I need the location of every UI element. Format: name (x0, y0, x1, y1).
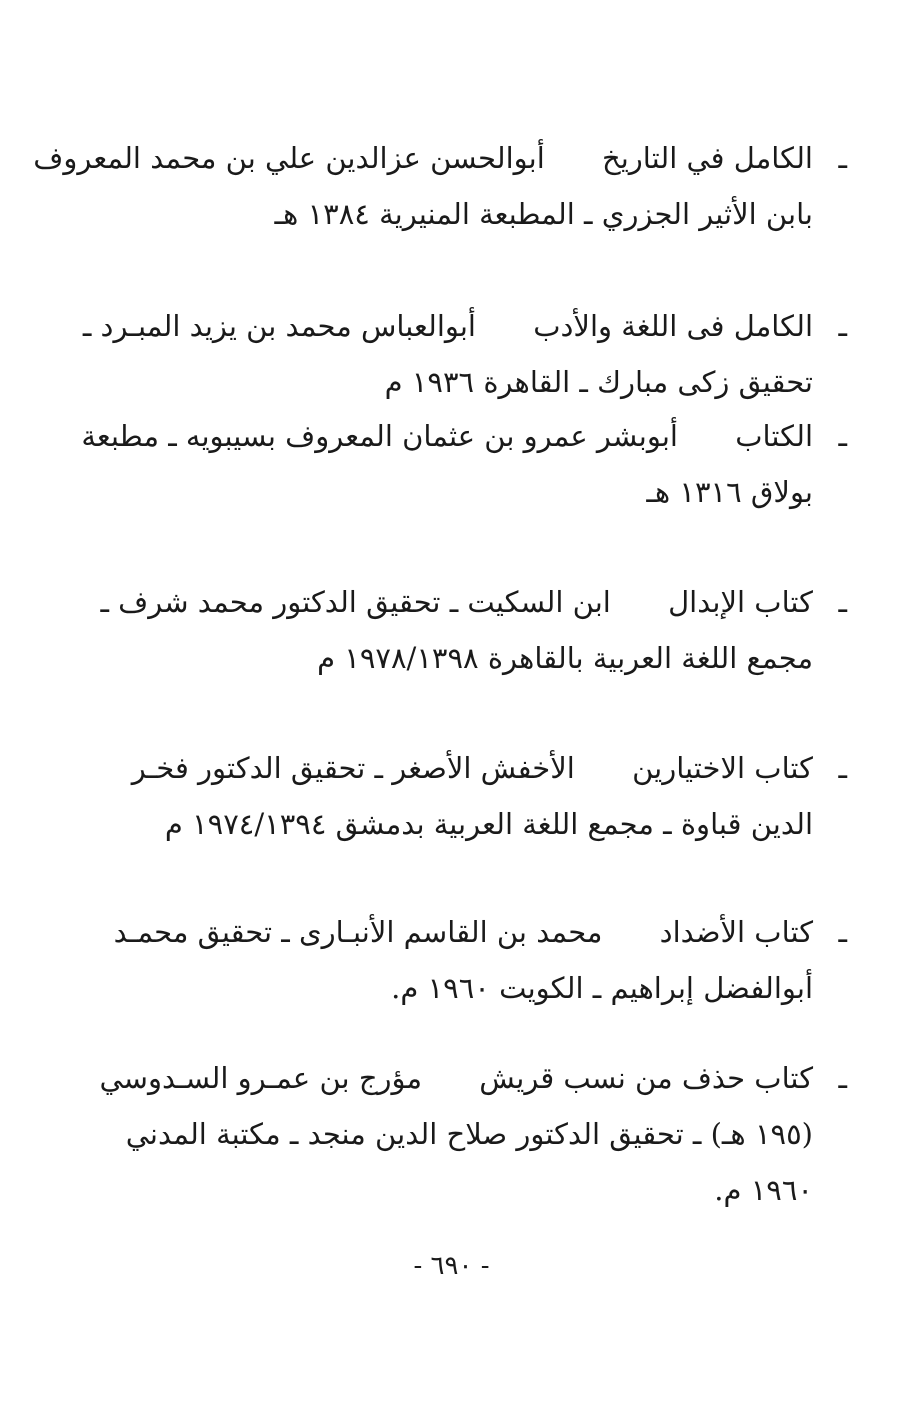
entry-bullet: ـ (838, 1061, 847, 1095)
entry-line-1 (93, 740, 813, 796)
entry-author: مؤرج بن عمـرو السـدوسي (99, 1061, 423, 1095)
entry-line-2: بابن الأثير الجزري ـ المطبعة المنيرية ١٣٨٤ هـ (274, 197, 813, 231)
entry-line-1 (93, 1050, 813, 1106)
entry-author: الأخفش الأصغر ـ تحقيق الدكتور فخـر (131, 751, 575, 785)
entry-line-2: (١٩٥ هـ) ـ تحقيق الدكتور صلاح الدين منجد ـ مكتبة المدني (125, 1117, 813, 1151)
entry-title: كتاب الأضداد (659, 915, 813, 949)
entry-line-1 (81, 408, 813, 464)
entry-line-2: تحقيق زكى مبارك ـ القاهرة ١٩٣٦ م (384, 365, 813, 399)
bibliography-entry (93, 904, 847, 1016)
entry-line-2: الدين قباوة ـ مجمع اللغة العربية بدمشق ١٩٧٤/١٣٩٤ م (164, 807, 813, 841)
bibliography-entry (82, 298, 847, 410)
entry-title: الكامل فى اللغة والأدب (533, 309, 813, 343)
entry-author: أبوالحسن عزالدين علي بن محمد المعروف (33, 141, 545, 175)
entry-bullet: ـ (838, 585, 847, 619)
entry-line-1 (93, 574, 813, 630)
entry-title: كتاب الإبدال (668, 585, 813, 619)
entry-bullet: ـ (838, 419, 847, 453)
entry-bullet: ـ (838, 309, 847, 343)
entry-line-2: أبوالفضل إبراهيم ـ الكويت ١٩٦٠ م. (391, 971, 813, 1005)
entry-line-1 (93, 904, 813, 960)
bibliography-entry (93, 574, 847, 686)
entry-author: أبوبشر عمرو بن عثمان المعروف بسيبويه ـ مطبعة (81, 419, 678, 453)
entry-bullet: ـ (838, 751, 847, 785)
bibliography-entry (33, 130, 847, 242)
entry-author: أبوالعباس محمد بن يزيد المبـرد ـ (82, 309, 476, 343)
entry-author: محمد بن القاسم الأنبـارى ـ تحقيق محمـد (113, 915, 603, 949)
entry-author: ابن السكيت ـ تحقيق الدكتور محمد شرف ـ (100, 585, 611, 619)
entry-line-1 (33, 130, 813, 186)
entry-bullet: ـ (838, 915, 847, 949)
entry-line-2: مجمع اللغة العربية بالقاهرة ١٩٧٨/١٣٩٨ م (317, 641, 813, 675)
entry-line-3: ١٩٦٠ م. (714, 1173, 813, 1207)
entry-title: كتاب حذف من نسب قريش (479, 1061, 813, 1095)
bibliography-entry (81, 408, 847, 520)
entry-bullet: ـ (838, 141, 847, 175)
entry-line-1 (82, 298, 813, 354)
entry-title: الكتاب (735, 419, 813, 453)
entry-title: كتاب الاختيارين (632, 751, 813, 785)
bibliography-entry (93, 1050, 847, 1218)
entry-line-2: بولاق ١٣١٦ هـ (646, 475, 813, 509)
bibliography-entry (93, 740, 847, 852)
entry-title: الكامل في التاريخ (602, 141, 813, 175)
page-number: - ٦٩٠ - (413, 1251, 490, 1281)
